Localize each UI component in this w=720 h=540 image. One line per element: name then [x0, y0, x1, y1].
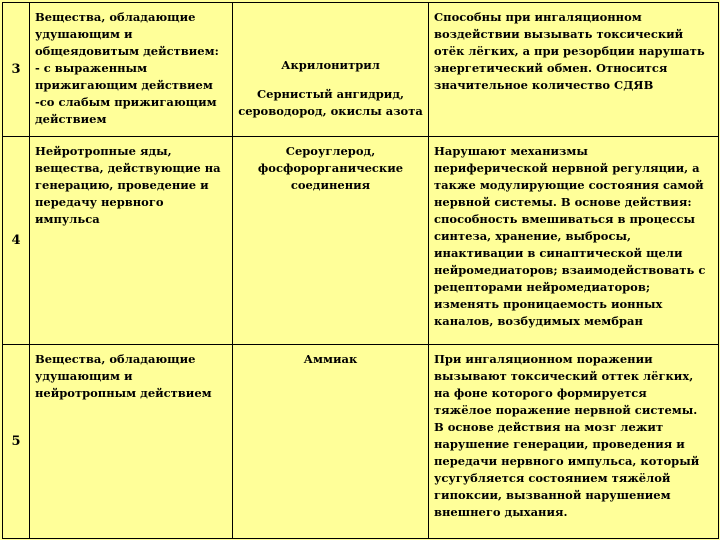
text-line: В основе действия на мозг лежит — [434, 420, 664, 434]
text-line: Акрилонитрил — [281, 58, 380, 72]
text-line: усугубляется состоянием тяжёлой — [434, 471, 671, 485]
text-line: Вещества, обладающие — [35, 352, 196, 366]
text-line: Сероуглерод, — [285, 144, 376, 158]
text-line: нейротропным действием — [35, 386, 212, 400]
text-line: соединения — [290, 178, 371, 192]
text-line: нарушение генерации, проведения и — [434, 437, 685, 451]
row-number: 4 — [3, 137, 30, 345]
text-line: вещества, действующие на — [35, 161, 221, 175]
text-line: внешнего дыхания. — [434, 505, 568, 519]
text-line: Аммиак — [303, 352, 358, 366]
text-line: удушающим и — [35, 27, 133, 41]
action-cell — [429, 3, 719, 137]
text-line: тяжёлое поражение нервной системы. — [434, 403, 698, 417]
text-line: значительное количество СДЯВ — [434, 78, 654, 92]
text-line: генерацию, проведение и — [35, 178, 209, 192]
text-line: инактивации в синаптической щели — [434, 246, 683, 260]
text-line: Способны при ингаляционном — [434, 10, 642, 24]
text-line: воздействии вызывать токсический — [434, 27, 684, 41]
text-line: Сернистый ангидрид, — [257, 87, 404, 101]
substance-group-cell — [30, 137, 233, 345]
text-line: синтеза, хранение, выбросы, — [434, 229, 631, 243]
examples-cell — [233, 137, 429, 345]
text-line: сероводород, окислы азота — [238, 104, 423, 118]
text-line: на фоне которого формируется — [434, 386, 647, 400]
text-line: отёк лёгких, а при резорбции нарушать — [434, 44, 705, 58]
text-line: энергетический обмен. Относится — [434, 61, 668, 75]
action-cell — [429, 345, 719, 539]
table-row — [3, 345, 719, 539]
text-line: -со слабым прижигающим — [35, 95, 217, 109]
substance-group-cell — [30, 345, 233, 539]
table-row — [3, 3, 719, 137]
examples-cell — [233, 3, 429, 137]
text-line: способность вмешиваться в процессы — [434, 212, 695, 226]
text-line: Нарушают механизмы — [434, 144, 588, 158]
text-line: вызывают токсический оттек лёгких, — [434, 369, 694, 383]
examples-cell — [233, 345, 429, 539]
text-line: рецепторами нейромедиаторов; — [434, 280, 651, 294]
text-line: импульса — [35, 212, 100, 226]
text-line: Вещества, обладающие — [35, 10, 196, 24]
action-cell — [429, 137, 719, 345]
text-line: При ингаляционном поражении — [434, 352, 653, 366]
text-line: передачи нервного импульса, который — [434, 454, 700, 468]
table-row — [3, 137, 719, 345]
text-line: периферической нервной регуляции, а — [434, 161, 700, 175]
text-line: нейромедиаторов; взаимодействовать с — [434, 263, 706, 277]
text-line: гипоксии, вызванной нарушением — [434, 488, 671, 502]
toxic-substances-table — [2, 2, 719, 539]
text-line: прижигающим действием — [35, 78, 213, 92]
text-line: изменять проницаемость ионных — [434, 297, 663, 311]
text-line: нервной системы. В основе действия: — [434, 195, 692, 209]
text-line: Нейротропные яды, — [35, 144, 172, 158]
text-line: - с выраженным — [35, 61, 148, 75]
row-number: 5 — [3, 345, 30, 539]
substance-group-cell — [30, 3, 233, 137]
text-line: передачу нервного — [35, 195, 164, 209]
text-line: каналов, возбудимых мембран — [434, 314, 643, 328]
row-number: 3 — [3, 3, 30, 137]
text-line: общеядовитым действием: — [35, 44, 219, 58]
text-line: также модулирующие состояния самой — [434, 178, 704, 192]
text-line: фосфорорганические — [257, 161, 404, 175]
text-line: действием — [35, 112, 107, 126]
text-line: удушающим и — [35, 369, 133, 383]
